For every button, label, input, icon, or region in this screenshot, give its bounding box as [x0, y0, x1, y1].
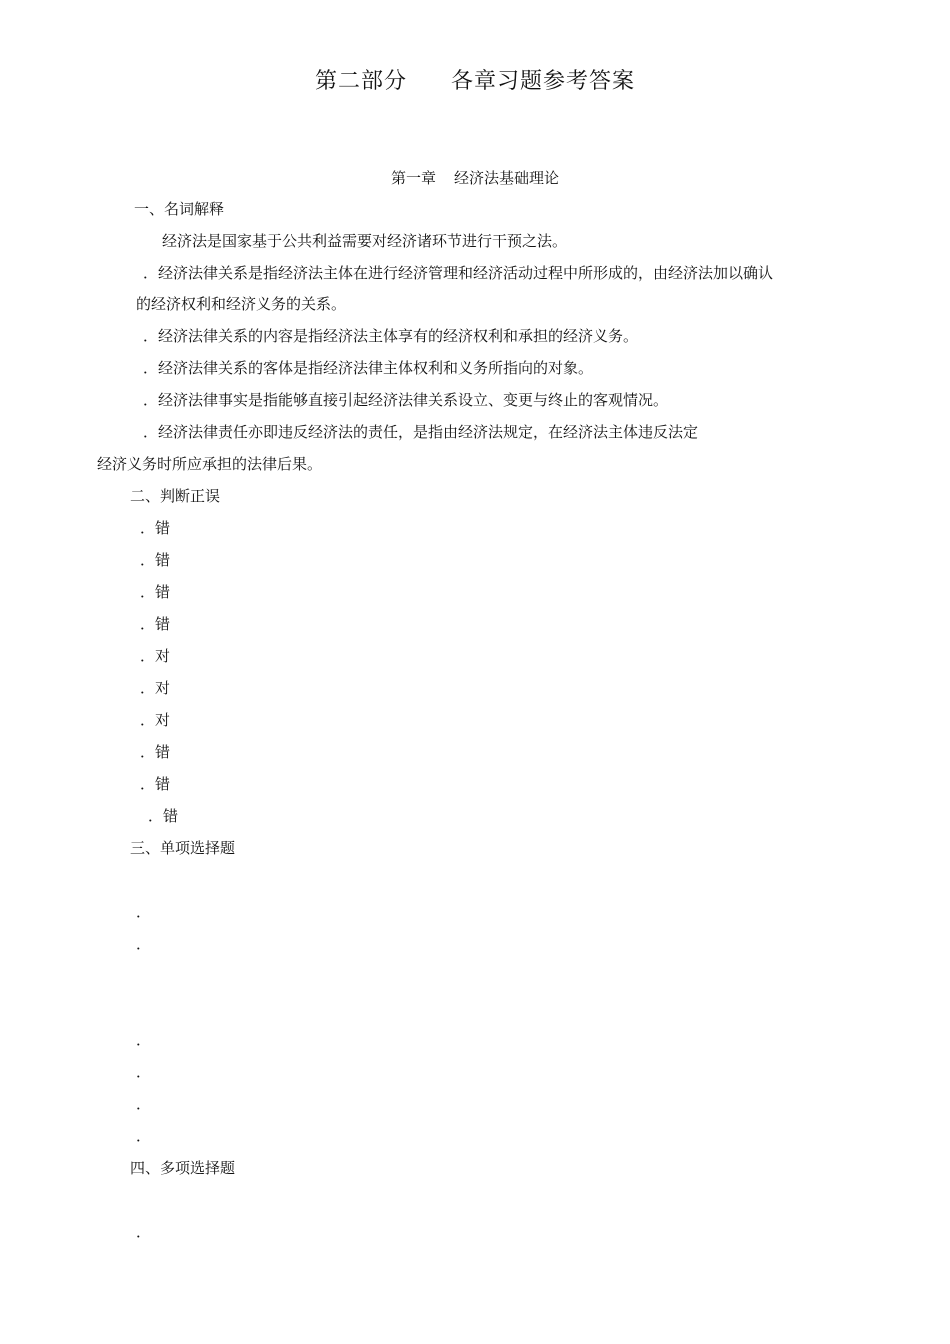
- answer-item: ．对: [140, 647, 171, 665]
- part-title: [0, 71, 950, 93]
- answer-marker: ．: [136, 1031, 152, 1049]
- chapter-title-text: 经济法基础理论: [454, 169, 560, 187]
- chapter-label: 第一章: [390, 169, 436, 187]
- term-definition: 经济法是国家基于公共利益需要对经济诸环节进行干预之法。: [162, 232, 568, 250]
- chapter-title: [0, 171, 950, 186]
- answer-marker: ．: [136, 903, 152, 921]
- answer-item: ．错: [148, 807, 179, 825]
- term-definition: ．经济法律责任亦即违反经济法的责任，是指由经济法规定，在经济法主体违反法定: [143, 423, 699, 441]
- answer-item: ．错: [140, 551, 171, 569]
- section-heading-single-choice: 三、单项选择题: [130, 839, 236, 857]
- section-heading-true-false: 二、判断正误: [130, 487, 221, 505]
- term-definition-continuation: 经济义务时所应承担的法律后果。: [97, 455, 323, 473]
- answer-item: ．错: [140, 743, 171, 761]
- term-definition: ．经济法律关系是指经济法主体在进行经济管理和经济活动过程中所形成的，由经济法加以确认: [143, 264, 774, 282]
- section-heading-terms: 一、名词解释: [134, 200, 225, 218]
- part-label: 第二部分: [314, 69, 407, 94]
- answer-item: ．对: [140, 711, 171, 729]
- term-definition: ．经济法律关系的客体是指经济法律主体权利和义务所指向的对象。: [143, 359, 594, 377]
- answer-item: ．错: [140, 583, 171, 601]
- answer-item: ．对: [140, 679, 171, 697]
- answer-marker: ．: [136, 1223, 152, 1241]
- answer-item: ．错: [140, 615, 171, 633]
- term-definition-continuation: 的经济权利和经济义务的关系。: [136, 295, 347, 313]
- part-title-text: 各章习题参考答案: [451, 69, 636, 94]
- answer-item: ．错: [140, 775, 171, 793]
- term-definition: ．经济法律关系的内容是指经济法主体享有的经济权利和承担的经济义务。: [143, 327, 639, 345]
- answer-marker: ．: [136, 935, 152, 953]
- answer-marker: ．: [136, 1127, 152, 1145]
- answer-marker: ．: [136, 1095, 152, 1113]
- answer-marker: ．: [136, 1063, 152, 1081]
- term-definition: ．经济法律事实是指能够直接引起经济法律关系设立、变更与终止的客观情况。: [143, 391, 669, 409]
- section-heading-multiple-choice: 四、多项选择题: [130, 1159, 236, 1177]
- answer-item: ．错: [140, 519, 171, 537]
